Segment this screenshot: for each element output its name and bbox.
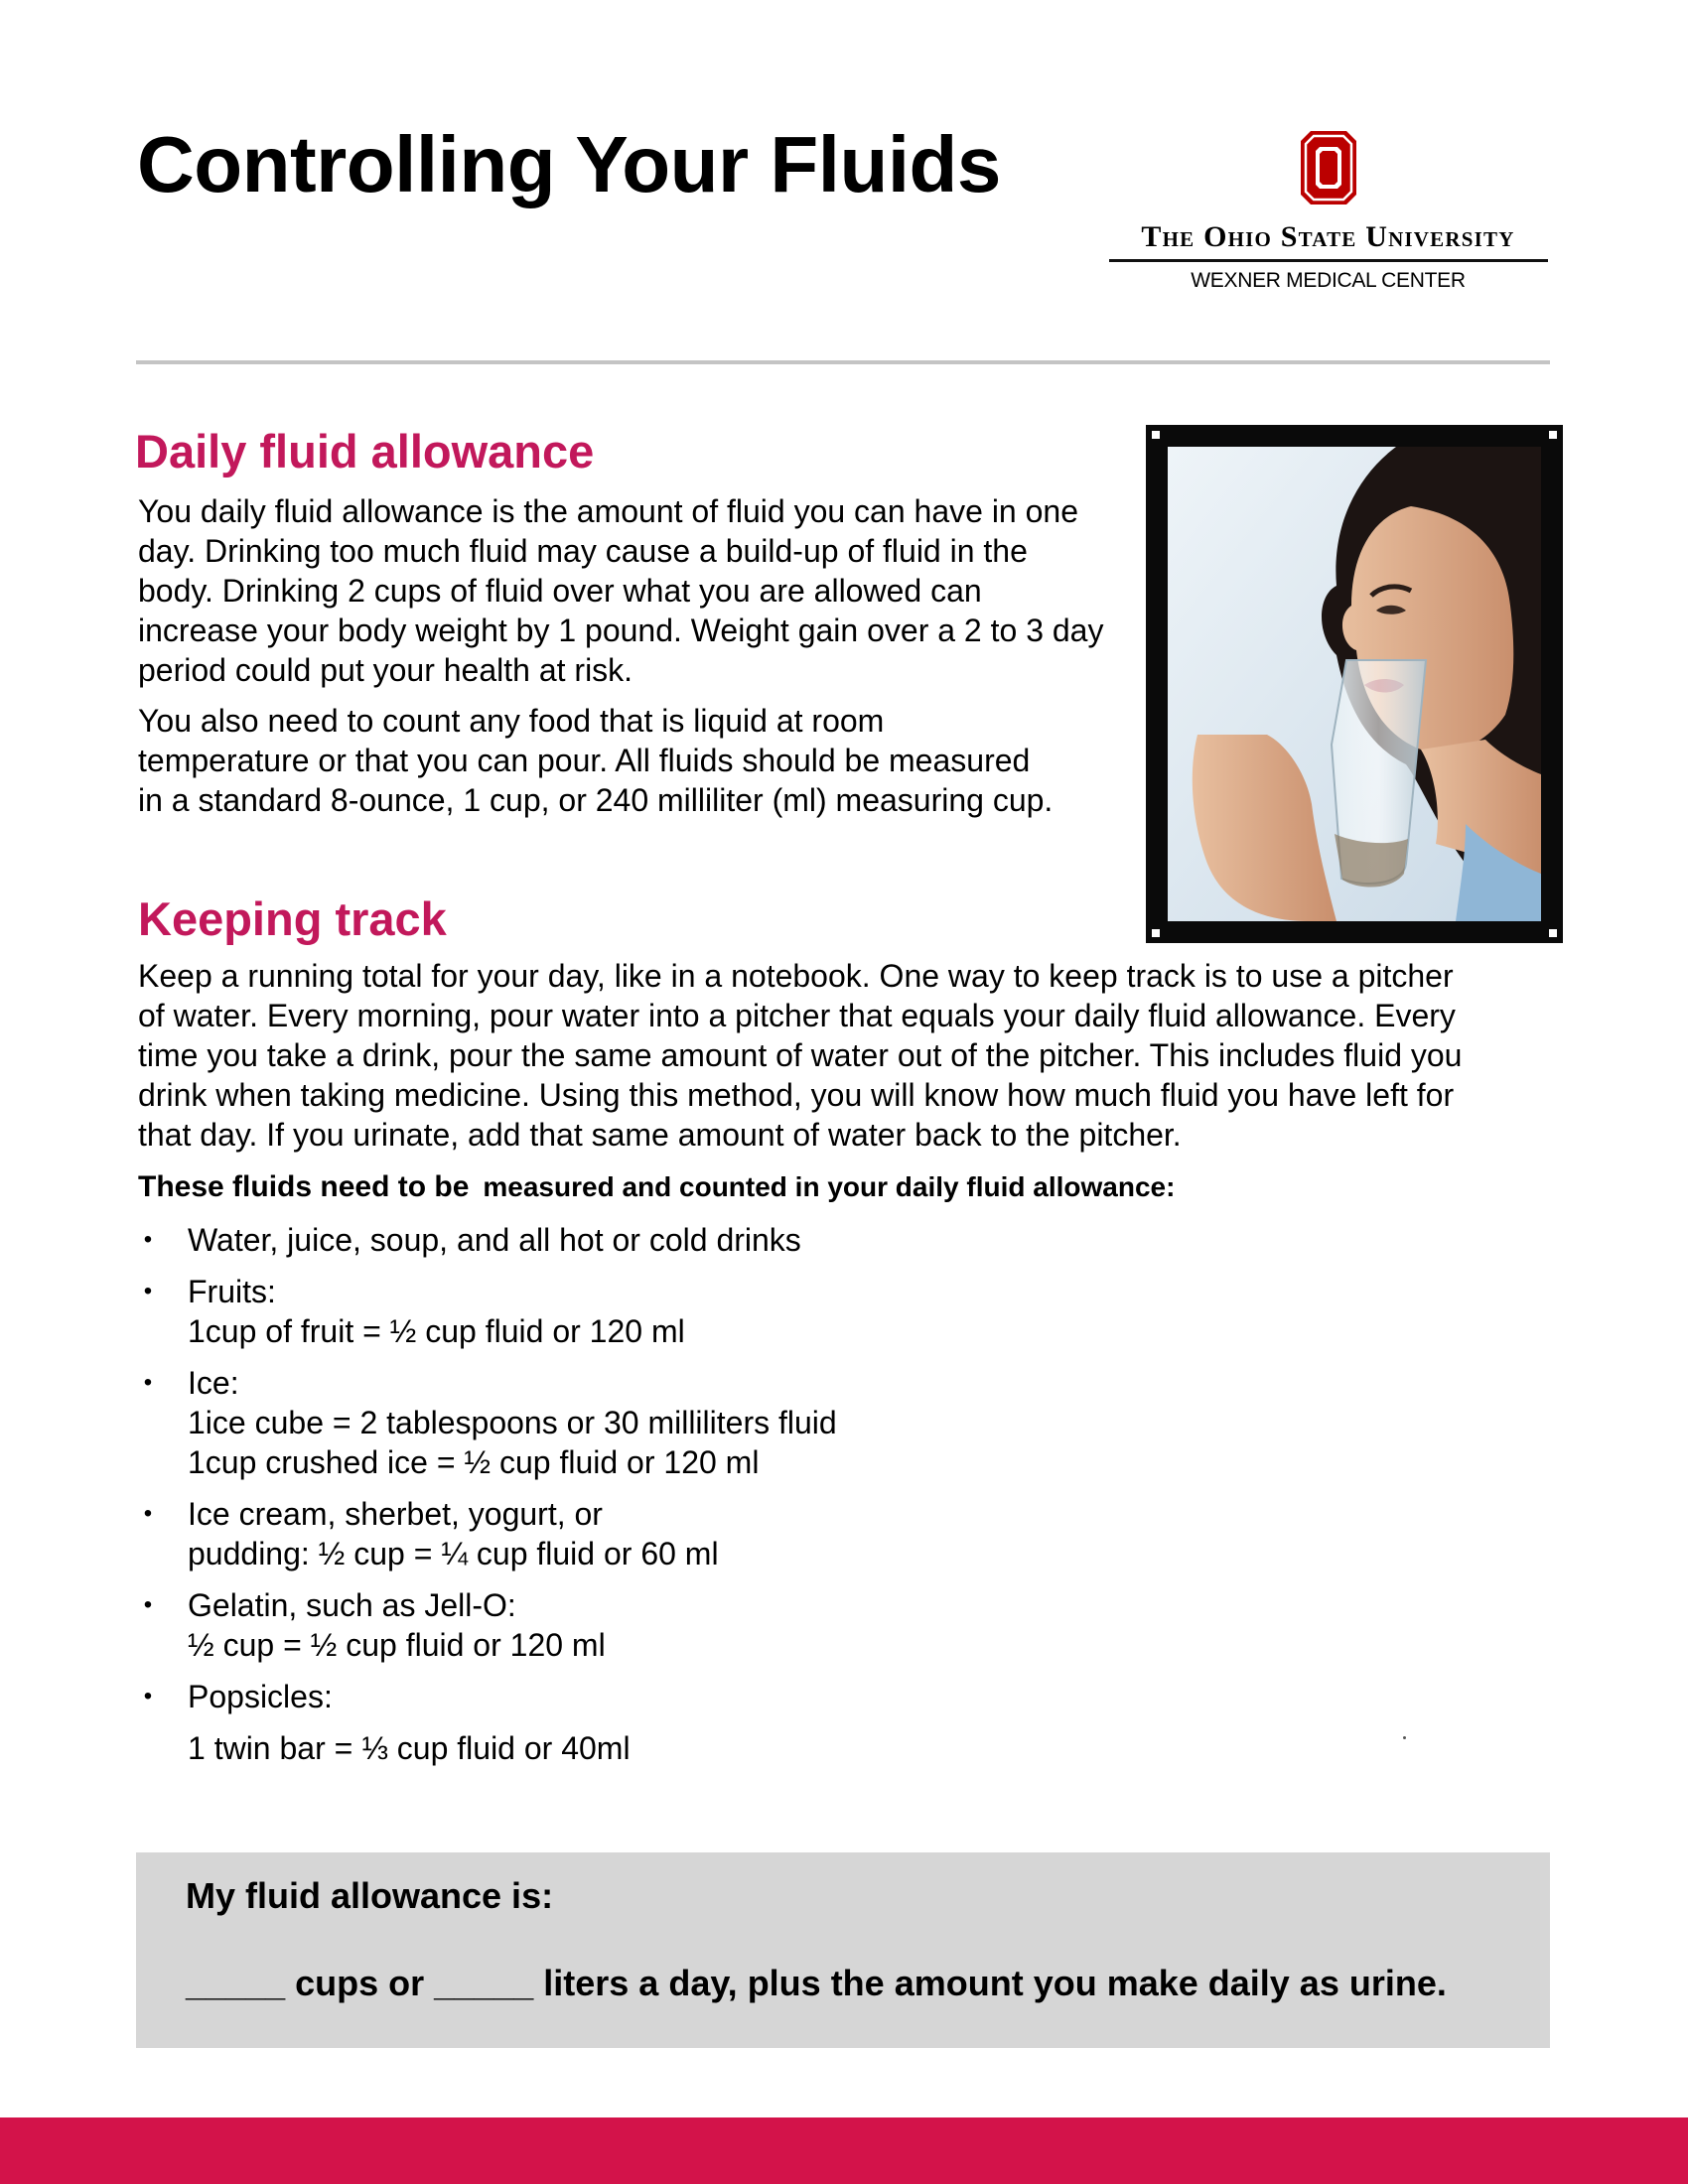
list-item-text: Ice cream, sherbet, yogurt, or bbox=[188, 1496, 603, 1532]
bullet: • bbox=[143, 1500, 153, 1527]
list-item-text: Popsicles: bbox=[188, 1679, 333, 1714]
logo-medical-center: WEXNER MEDICAL CENTER bbox=[1191, 269, 1466, 292]
liters-blank[interactable]: _____ bbox=[434, 1963, 534, 2003]
bullet: • bbox=[143, 1369, 153, 1396]
list-item bbox=[138, 1585, 1131, 1665]
fluids-list-intro bbox=[138, 1167, 1175, 1207]
daily-allowance-paragraph-2 bbox=[138, 701, 1171, 820]
fluids-list bbox=[138, 1220, 1131, 1780]
list-item-text: 1cup of fruit = ½ cup fluid or 120 ml bbox=[188, 1313, 685, 1349]
text-line: in a standard 8-ounce, 1 cup, or 240 milliliter (ml) measuring cup. bbox=[138, 782, 1054, 818]
list-item bbox=[138, 1677, 1131, 1768]
daily-allowance-paragraph-1 bbox=[138, 491, 1171, 690]
text-line: You also need to count any food that is liquid at room bbox=[138, 703, 885, 739]
page-title: Controlling Your Fluids bbox=[137, 120, 1001, 208]
bullet: • bbox=[143, 1591, 153, 1618]
section-heading-daily-allowance: Daily fluid allowance bbox=[135, 425, 595, 478]
list-item-text: 1 twin bar = ⅓ cup fluid or 40ml bbox=[188, 1730, 631, 1766]
text-line: increase your body weight by 1 pound. Weight gain over a 2 to 3 day bbox=[138, 613, 1104, 648]
list-item-text: Ice: bbox=[188, 1365, 239, 1401]
list-item-text: Gelatin, such as Jell-O: bbox=[188, 1587, 516, 1623]
header-divider bbox=[136, 360, 1550, 364]
text-line: that day. If you urinate, add that same amount of water back to the pitcher. bbox=[138, 1117, 1182, 1153]
list-item bbox=[138, 1494, 1131, 1573]
list-item-text: pudding: ½ cup = ¼ cup fluid or 60 ml bbox=[188, 1536, 719, 1571]
list-item-text: 1cup crushed ice = ½ cup fluid or 120 ml bbox=[188, 1444, 760, 1480]
bullet: • bbox=[143, 1683, 153, 1709]
text-line: temperature or that you can pour. All fluids should be measured bbox=[138, 743, 1031, 778]
fluid-allowance-title: My fluid allowance is: bbox=[186, 1875, 554, 1916]
cups-label: cups or bbox=[285, 1963, 435, 2003]
woman-drinking-water-photo bbox=[1146, 425, 1563, 943]
fluid-allowance-box bbox=[136, 1852, 1550, 2048]
fluids-list-intro-part-1: These fluids need to be bbox=[138, 1170, 470, 1203]
logo-divider bbox=[1109, 259, 1548, 262]
section-heading-keeping-track: Keeping track bbox=[138, 892, 447, 945]
logo-university-name: The Ohio State University bbox=[1141, 220, 1515, 253]
list-item bbox=[138, 1363, 1131, 1482]
list-item bbox=[138, 1272, 1131, 1351]
list-item bbox=[138, 1220, 1131, 1260]
bullet: • bbox=[143, 1226, 153, 1253]
bullet: • bbox=[143, 1278, 153, 1304]
stray-mark bbox=[1403, 1736, 1406, 1739]
list-item-text: Fruits: bbox=[188, 1274, 276, 1309]
text-line: body. Drinking 2 cups of fluid over what you are allowed can bbox=[138, 573, 982, 609]
cups-blank[interactable]: _____ bbox=[186, 1963, 286, 2003]
liters-label: liters a day, plus the amount you make daily as urine. bbox=[533, 1963, 1447, 2003]
text-line: of water. Every morning, pour water into a pitcher that equals your daily fluid allowance. Every bbox=[138, 998, 1456, 1033]
text-line: Keep a running total for your day, like in a notebook. One way to keep track is to use a pitcher bbox=[138, 958, 1454, 994]
university-logo bbox=[1107, 127, 1549, 306]
text-line: drink when taking medicine. Using this method, you will know how much fluid you have left for bbox=[138, 1077, 1455, 1113]
fluid-allowance-line bbox=[186, 1962, 1447, 2005]
list-item-text: Water, juice, soup, and all hot or cold drinks bbox=[188, 1222, 801, 1258]
fluids-list-intro-part-2: measured and counted in your daily fluid allowance: bbox=[483, 1171, 1176, 1202]
footer-bar bbox=[0, 2117, 1688, 2184]
text-line: You daily fluid allowance is the amount of fluid you can have in one bbox=[138, 493, 1078, 529]
block-o-icon bbox=[1301, 131, 1356, 205]
list-item-text: ½ cup = ½ cup fluid or 120 ml bbox=[188, 1627, 606, 1663]
text-line: period could put your health at risk. bbox=[138, 652, 633, 688]
text-line: time you take a drink, pour the same amount of water out of the pitcher. This includes fluid you bbox=[138, 1037, 1463, 1073]
list-item-text: 1ice cube = 2 tablespoons or 30 milliliters fluid bbox=[188, 1405, 837, 1440]
keeping-track-paragraph bbox=[138, 956, 1568, 1155]
text-line: day. Drinking too much fluid may cause a build-up of fluid in the bbox=[138, 533, 1028, 569]
